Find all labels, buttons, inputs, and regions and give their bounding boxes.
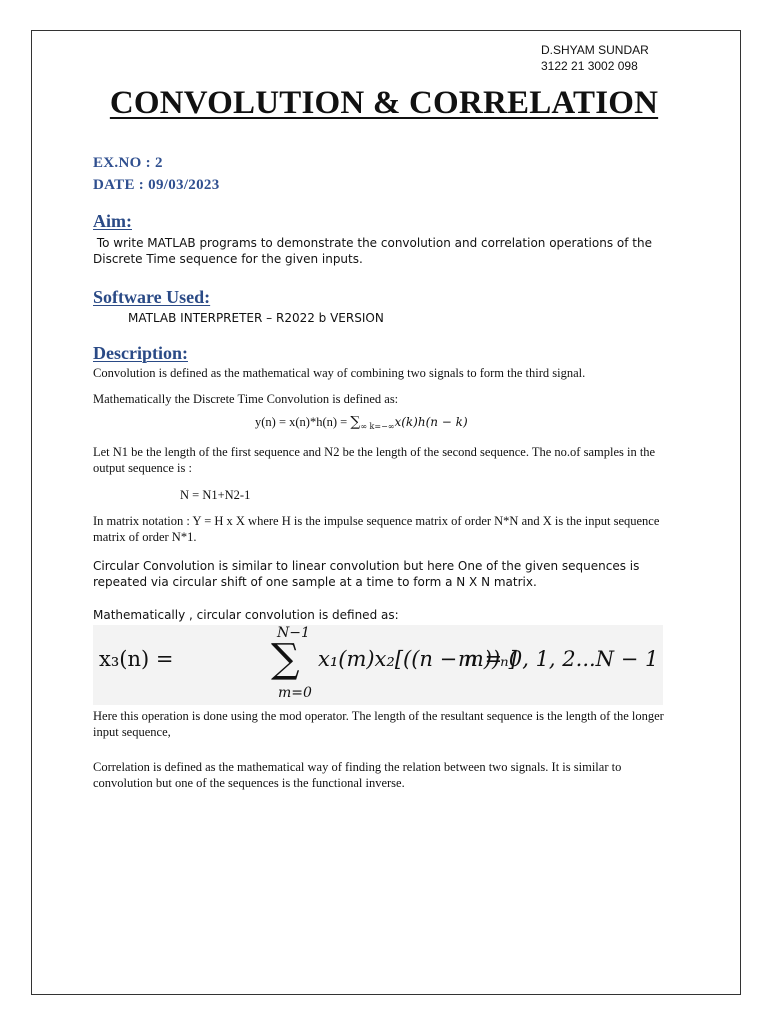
- description-p1: Convolution is defined as the mathematical way of combining two signals to form the third signal.: [93, 366, 586, 380]
- eq1-left: y(n) = x(n)*h(n) =: [255, 415, 351, 429]
- description-p2: Mathematically the Discrete Time Convolution is defined as:: [93, 392, 399, 406]
- output-length-equation: N = N1+N2-1: [180, 488, 251, 502]
- software-heading: Software Used:: [93, 287, 211, 307]
- formula-lower-limit: m=0: [278, 685, 312, 701]
- description-p6: Mathematically , circular convolution is defined as:: [93, 608, 399, 622]
- description-p3: Let N1 be the length of the first sequence and N2 be the length of the second sequence. The no.of samples in the output sequence is :: [93, 445, 656, 475]
- formula-lhs: x₃(n) =: [99, 647, 174, 671]
- software-text: MATLAB INTERPRETER – R2022 b VERSION: [128, 311, 384, 325]
- exercise-number: EX.NO : 2: [93, 155, 163, 171]
- author-roll: 3122 21 3002 098: [541, 59, 638, 73]
- eq1-sum: ∑: [350, 414, 361, 430]
- eq1-limits: ∞ k=−∞: [360, 422, 395, 431]
- aim-heading: Aim:: [93, 211, 132, 231]
- description-heading: Description:: [93, 343, 188, 363]
- aim-text: To write MATLAB programs to demonstrate the convolution and correlation operations of the Discrete Time sequence for the given inputs.: [93, 236, 656, 266]
- description-p7: Here this operation is done using the mod operator. The length of the resultant sequence is the length of the longer input sequence,: [93, 709, 664, 739]
- eq1-right: x(k)h(n − k): [394, 415, 468, 429]
- description-p5: Circular Convolution is similar to linear convolution but here One of the given sequences is repeated via circular shift of one sample at a time to form a N X N matrix.: [93, 559, 640, 589]
- description-p4: In matrix notation : Y = H x X where H is the impulse sequence matrix of order N*N and X is the input sequence matrix of order N*1.: [93, 514, 660, 544]
- circular-convolution-formula: [93, 625, 663, 705]
- formula-range: m = 0, 1, 2...N − 1: [458, 647, 659, 671]
- author-name: D.SHYAM SUNDAR: [541, 43, 649, 57]
- description-p8: Correlation is defined as the mathematical way of finding the relation between two signals. It is similar to convolution but one of the sequences is the functional inverse.: [93, 760, 622, 790]
- formula-sigma: ∑: [271, 636, 300, 682]
- convolution-equation: [255, 414, 468, 431]
- page-title: CONVOLUTION & CORRELATION: [109, 85, 659, 121]
- formula-upper-limit: N−1: [277, 625, 310, 641]
- author-block: [541, 42, 649, 74]
- formula-rhs: x₁(m)x₂[((n − m))ₙ]: [318, 647, 517, 671]
- exercise-date: DATE : 09/03/2023: [93, 177, 220, 193]
